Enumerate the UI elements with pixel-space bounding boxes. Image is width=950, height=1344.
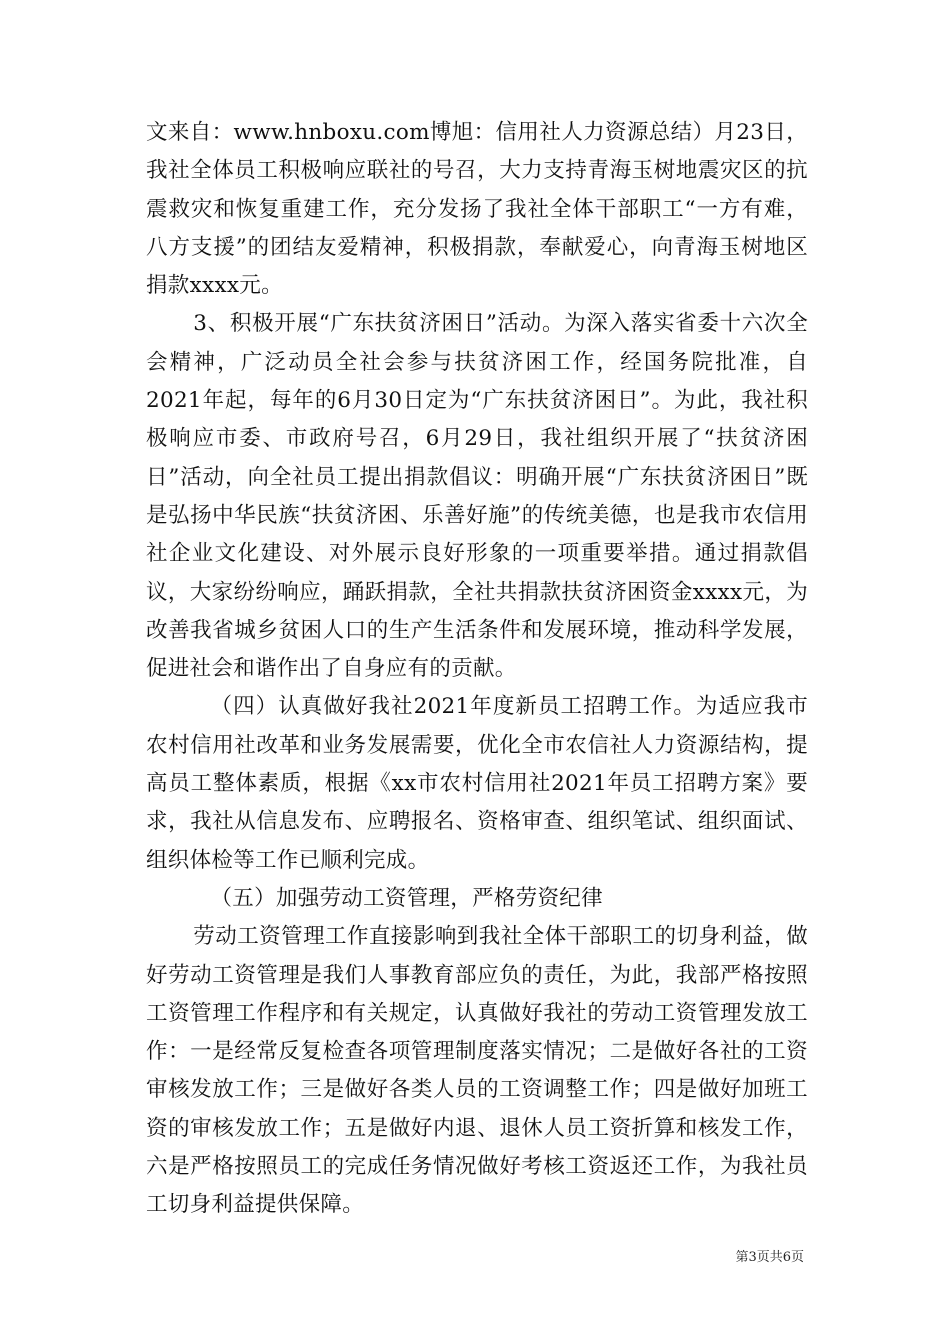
paragraph-labor-wages: 劳动工资管理工作直接影响到我社全体干部职工的切身利益，做好劳动工资管理是我们人事教育部应负的责任，为此，我部严格按照工资管理工作程序和有关规定，认真做好我社的劳动工资管理发放工作：一是经常反复检查各项管理制度落实情况；二是做好各社的工资审核发放工作；三是做好各类人员的工资调整工作；四是做好加班工资的审核发放工作；五是做好内退、退休人员工资折算和核发工作，六是严格按照员工的完成任务情况做好考核工资返还工作，为我社员工切身利益提供保障。	[146, 924, 808, 1218]
paragraph-donation-yushu: 文来自：www.hnboxu.com博旭：信用社人力资源总结）月23日，我社全体员工积极响应联社的号召，大力支持青海玉树地震灾区的抗震救灾和恢复重建工作，充分发扬了我社全体干部职工“一方有难，八方支援”的团结友爱精神，积极捐款，奉献爱心，向青海玉树地区捐款xxxx元。	[146, 120, 808, 299]
paragraph-recruitment: （四）认真做好我社2021年度新员工招聘工作。为适应我市农村信用社改革和业务发展需要，优化全市农信社人力资源结构，提高员工整体素质，根据《xx市农村信用社2021年员工招聘方案》要求，我社从信息发布、应聘报名、资格审查、组织笔试、组织面试、组织体检等工作已顺利完成。	[146, 694, 808, 873]
paragraph-poverty-relief-day: 3、积极开展“广东扶贫济困日”活动。为深入落实省委十六次全会精神，广泛动员全社会参与扶贫济困工作，经国务院批准，自2021年起，每年的6月30日定为“广东扶贫济困日”。为此，我社积极响应市委、市政府号召，6月29日，我社组织开展了“扶贫济困日”活动，向全社员工提出捐款倡议：明确开展“广东扶贫济困日”既是弘扬中华民族“扶贫济困、乐善好施”的传统美德，也是我市农信用社企业文化建设、对外展示良好形象的一项重要举措。通过捐款倡议，大家纷纷响应，踊跃捐款，全社共捐款扶贫济困资金xxxx元，为改善我省城乡贫困人口的生产生活条件和发展环境，推动科学发展，促进社会和谐作出了自身应有的贡献。	[146, 311, 808, 682]
document-body	[146, 114, 808, 1225]
page-number-footer: 第3页共6页	[735, 1250, 804, 1265]
section-heading-labor-wages: （五）加强劳动工资管理，严格劳资纪律	[210, 885, 603, 911]
